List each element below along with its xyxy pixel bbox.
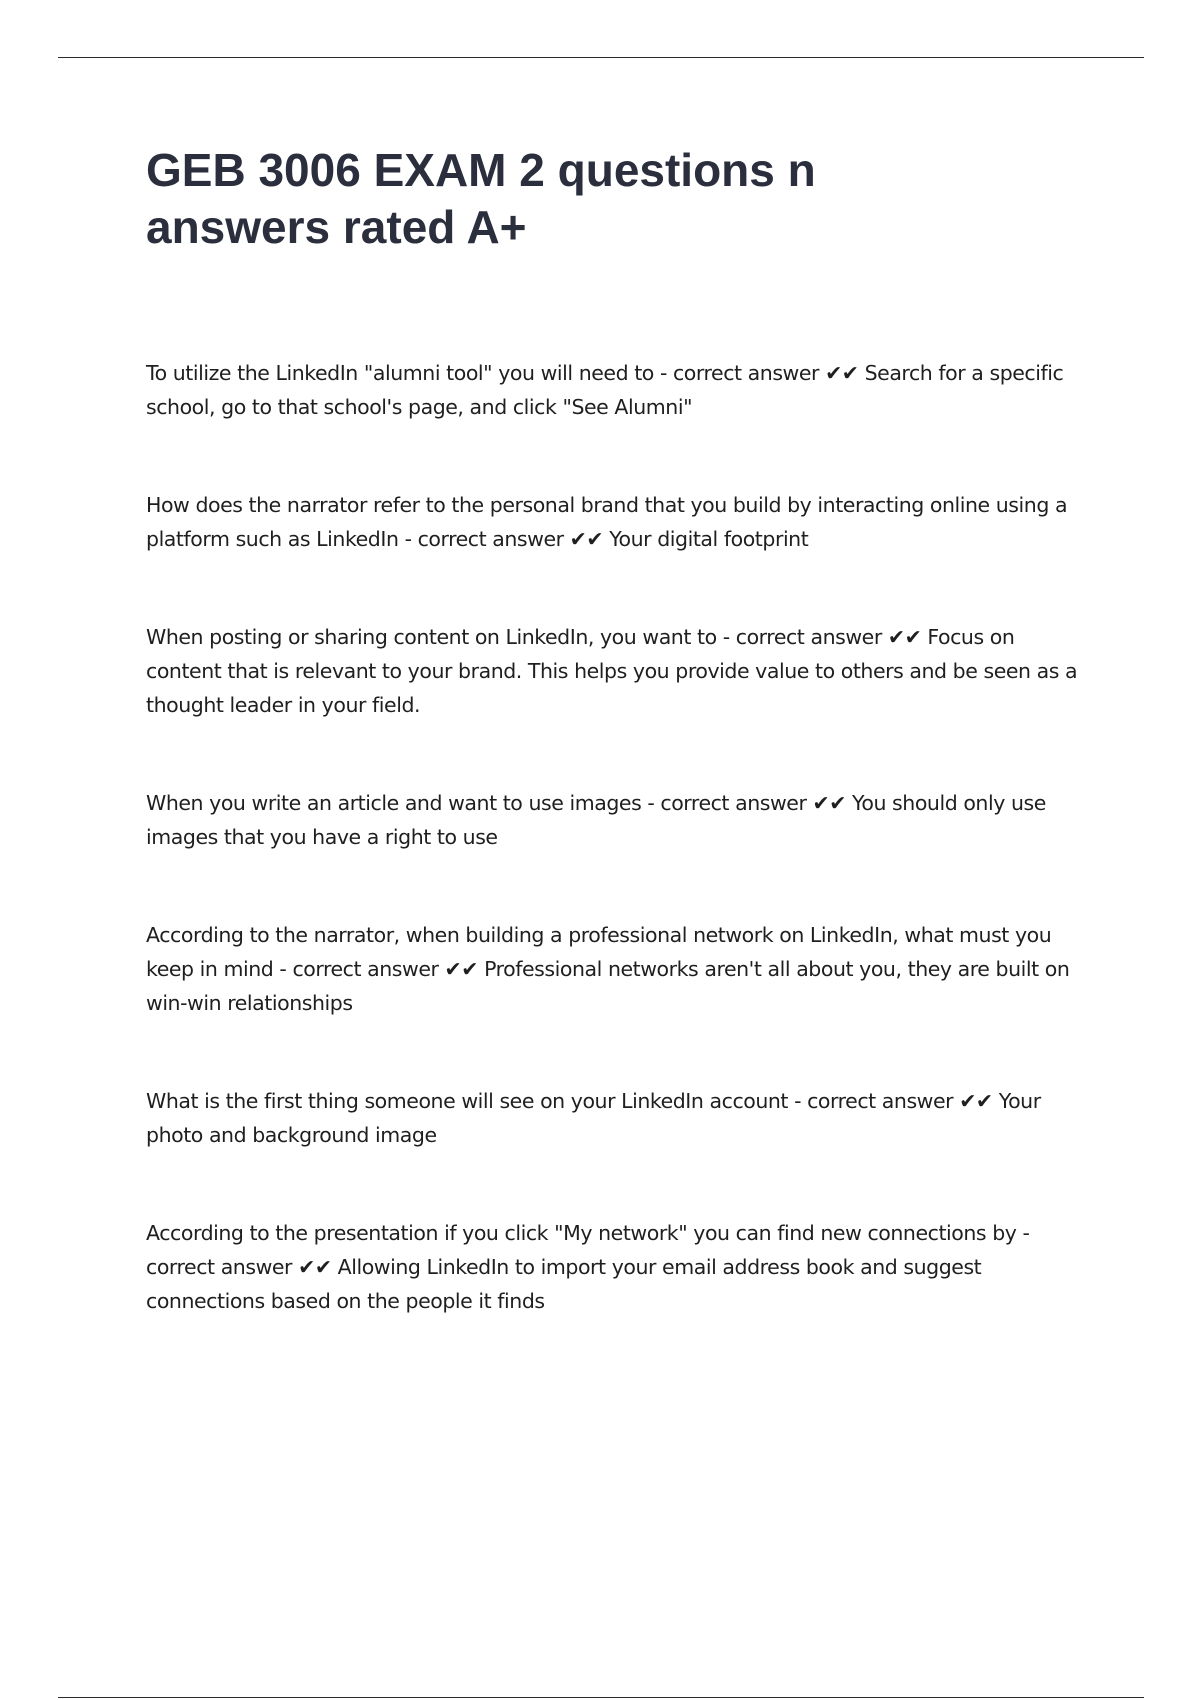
qa-item-6: What is the first thing someone will see on your LinkedIn account - correct answer ✔✔ Your photo and background image bbox=[146, 1089, 1041, 1147]
qa-item-4: When you write an article and want to use images - correct answer ✔✔ You should only use images that you have a right to use bbox=[146, 791, 1046, 849]
bottom-divider bbox=[58, 1697, 1144, 1698]
top-divider bbox=[58, 57, 1144, 58]
qa-item-5: According to the narrator, when building a professional network on LinkedIn, what must you keep in mind - correct answer ✔✔ Professional networks aren't all about you, they are built on win-win relationships bbox=[146, 923, 1070, 1015]
qa-item-7: According to the presentation if you click "My network" you can find new connections by - correct answer ✔✔ Allowing LinkedIn to import your email address book and suggest connections based on the people it finds bbox=[146, 1221, 1030, 1313]
qa-item-1: To utilize the LinkedIn "alumni tool" you will need to - correct answer ✔✔ Search for a specific school, go to that school's page, and click "See Alumni" bbox=[146, 361, 1064, 419]
qa-item-3: When posting or sharing content on LinkedIn, you want to - correct answer ✔✔ Focus on content that is relevant to your brand. This helps you provide value to others and be seen as a thought leader in your field. bbox=[146, 625, 1078, 717]
qa-item-2: How does the narrator refer to the personal brand that you build by interacting online using a platform such as LinkedIn - correct answer ✔✔ Your digital footprint bbox=[146, 493, 1068, 551]
page-title: GEB 3006 EXAM 2 questions n answers rated A+ bbox=[146, 144, 816, 253]
qa-list bbox=[146, 356, 1081, 1382]
